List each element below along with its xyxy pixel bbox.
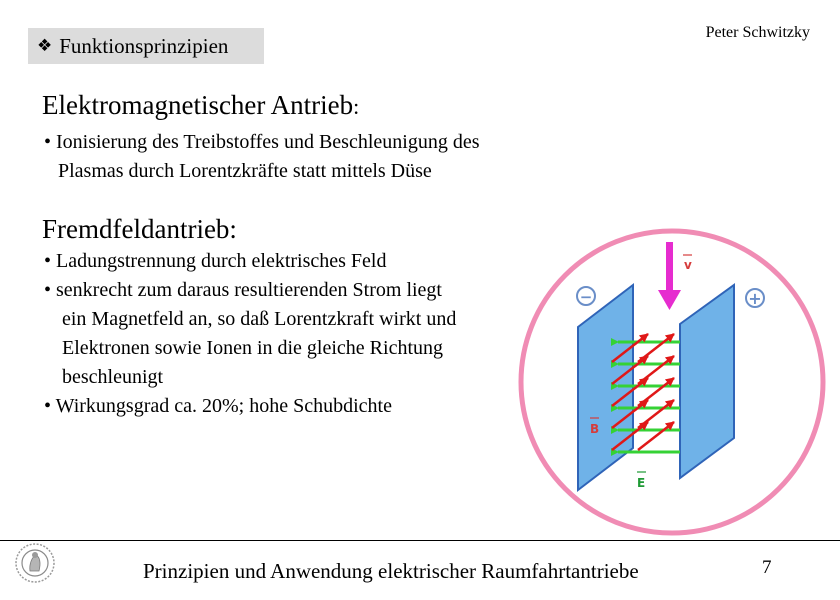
heading-external-field-drive: Fremdfeldantrieb:	[42, 214, 237, 244]
minus-pole-symbol: −	[579, 288, 593, 306]
plus-pole-symbol: +	[748, 289, 762, 308]
heading-electromagnetic-drive-text: Elektromagnetischer Antrieb	[42, 90, 354, 120]
label-velocity-text: v	[684, 258, 692, 272]
label-electric-text: E	[637, 476, 646, 490]
bullet-list-electromagnetic	[44, 128, 480, 186]
bullet-list-external-field	[44, 247, 544, 421]
plus-pole	[746, 289, 764, 308]
heading-electromagnetic-drive	[42, 90, 359, 121]
velocity-arrow	[658, 242, 681, 310]
bullet-line: Elektronen sowie Ionen in die gleiche Richtung	[62, 337, 444, 359]
bullet-line: • Ionisierung des Treibstoffes und Beschleunigung des	[44, 131, 480, 153]
footer-title: Prinzipien und Anwendung elektrischer Raumfahrtantriebe	[143, 559, 639, 583]
positive-electrode-plate	[680, 285, 734, 478]
heading-colon: :	[353, 94, 360, 119]
bullet-line: ein Magnetfeld an, so daß Lorentzkraft wirkt und	[62, 308, 457, 330]
diamond-bullet-icon: ❖	[37, 36, 53, 56]
bullet-line: • Wirkungsgrad ca. 20%; hohe Schubdichte	[44, 395, 392, 417]
minus-pole	[577, 287, 595, 306]
bullet-line: • senkrecht zum daraus resultierenden Strom liegt	[44, 279, 442, 301]
section-title: Funktionsprinzipien	[59, 33, 229, 58]
label-velocity	[683, 255, 692, 272]
bullet-line: Plasmas durch Lorentzkräfte statt mittels Düse	[58, 160, 432, 182]
bullet-line: • Ladungstrennung durch elektrisches Feld	[44, 250, 387, 272]
label-electric	[637, 472, 646, 490]
seal-head	[32, 552, 38, 558]
label-magnetic-text: B	[590, 422, 600, 436]
velocity-arrow-shaft	[666, 242, 673, 292]
author-name: Peter Schwitzky	[705, 24, 810, 41]
lorentz-force-diagram	[512, 222, 832, 542]
section-tag	[28, 28, 264, 64]
velocity-arrow-head	[658, 290, 681, 310]
page-number: 7	[762, 557, 772, 578]
bullet-line: beschleunigt	[62, 366, 164, 388]
footer-divider	[0, 540, 840, 541]
university-seal-icon	[14, 542, 56, 584]
